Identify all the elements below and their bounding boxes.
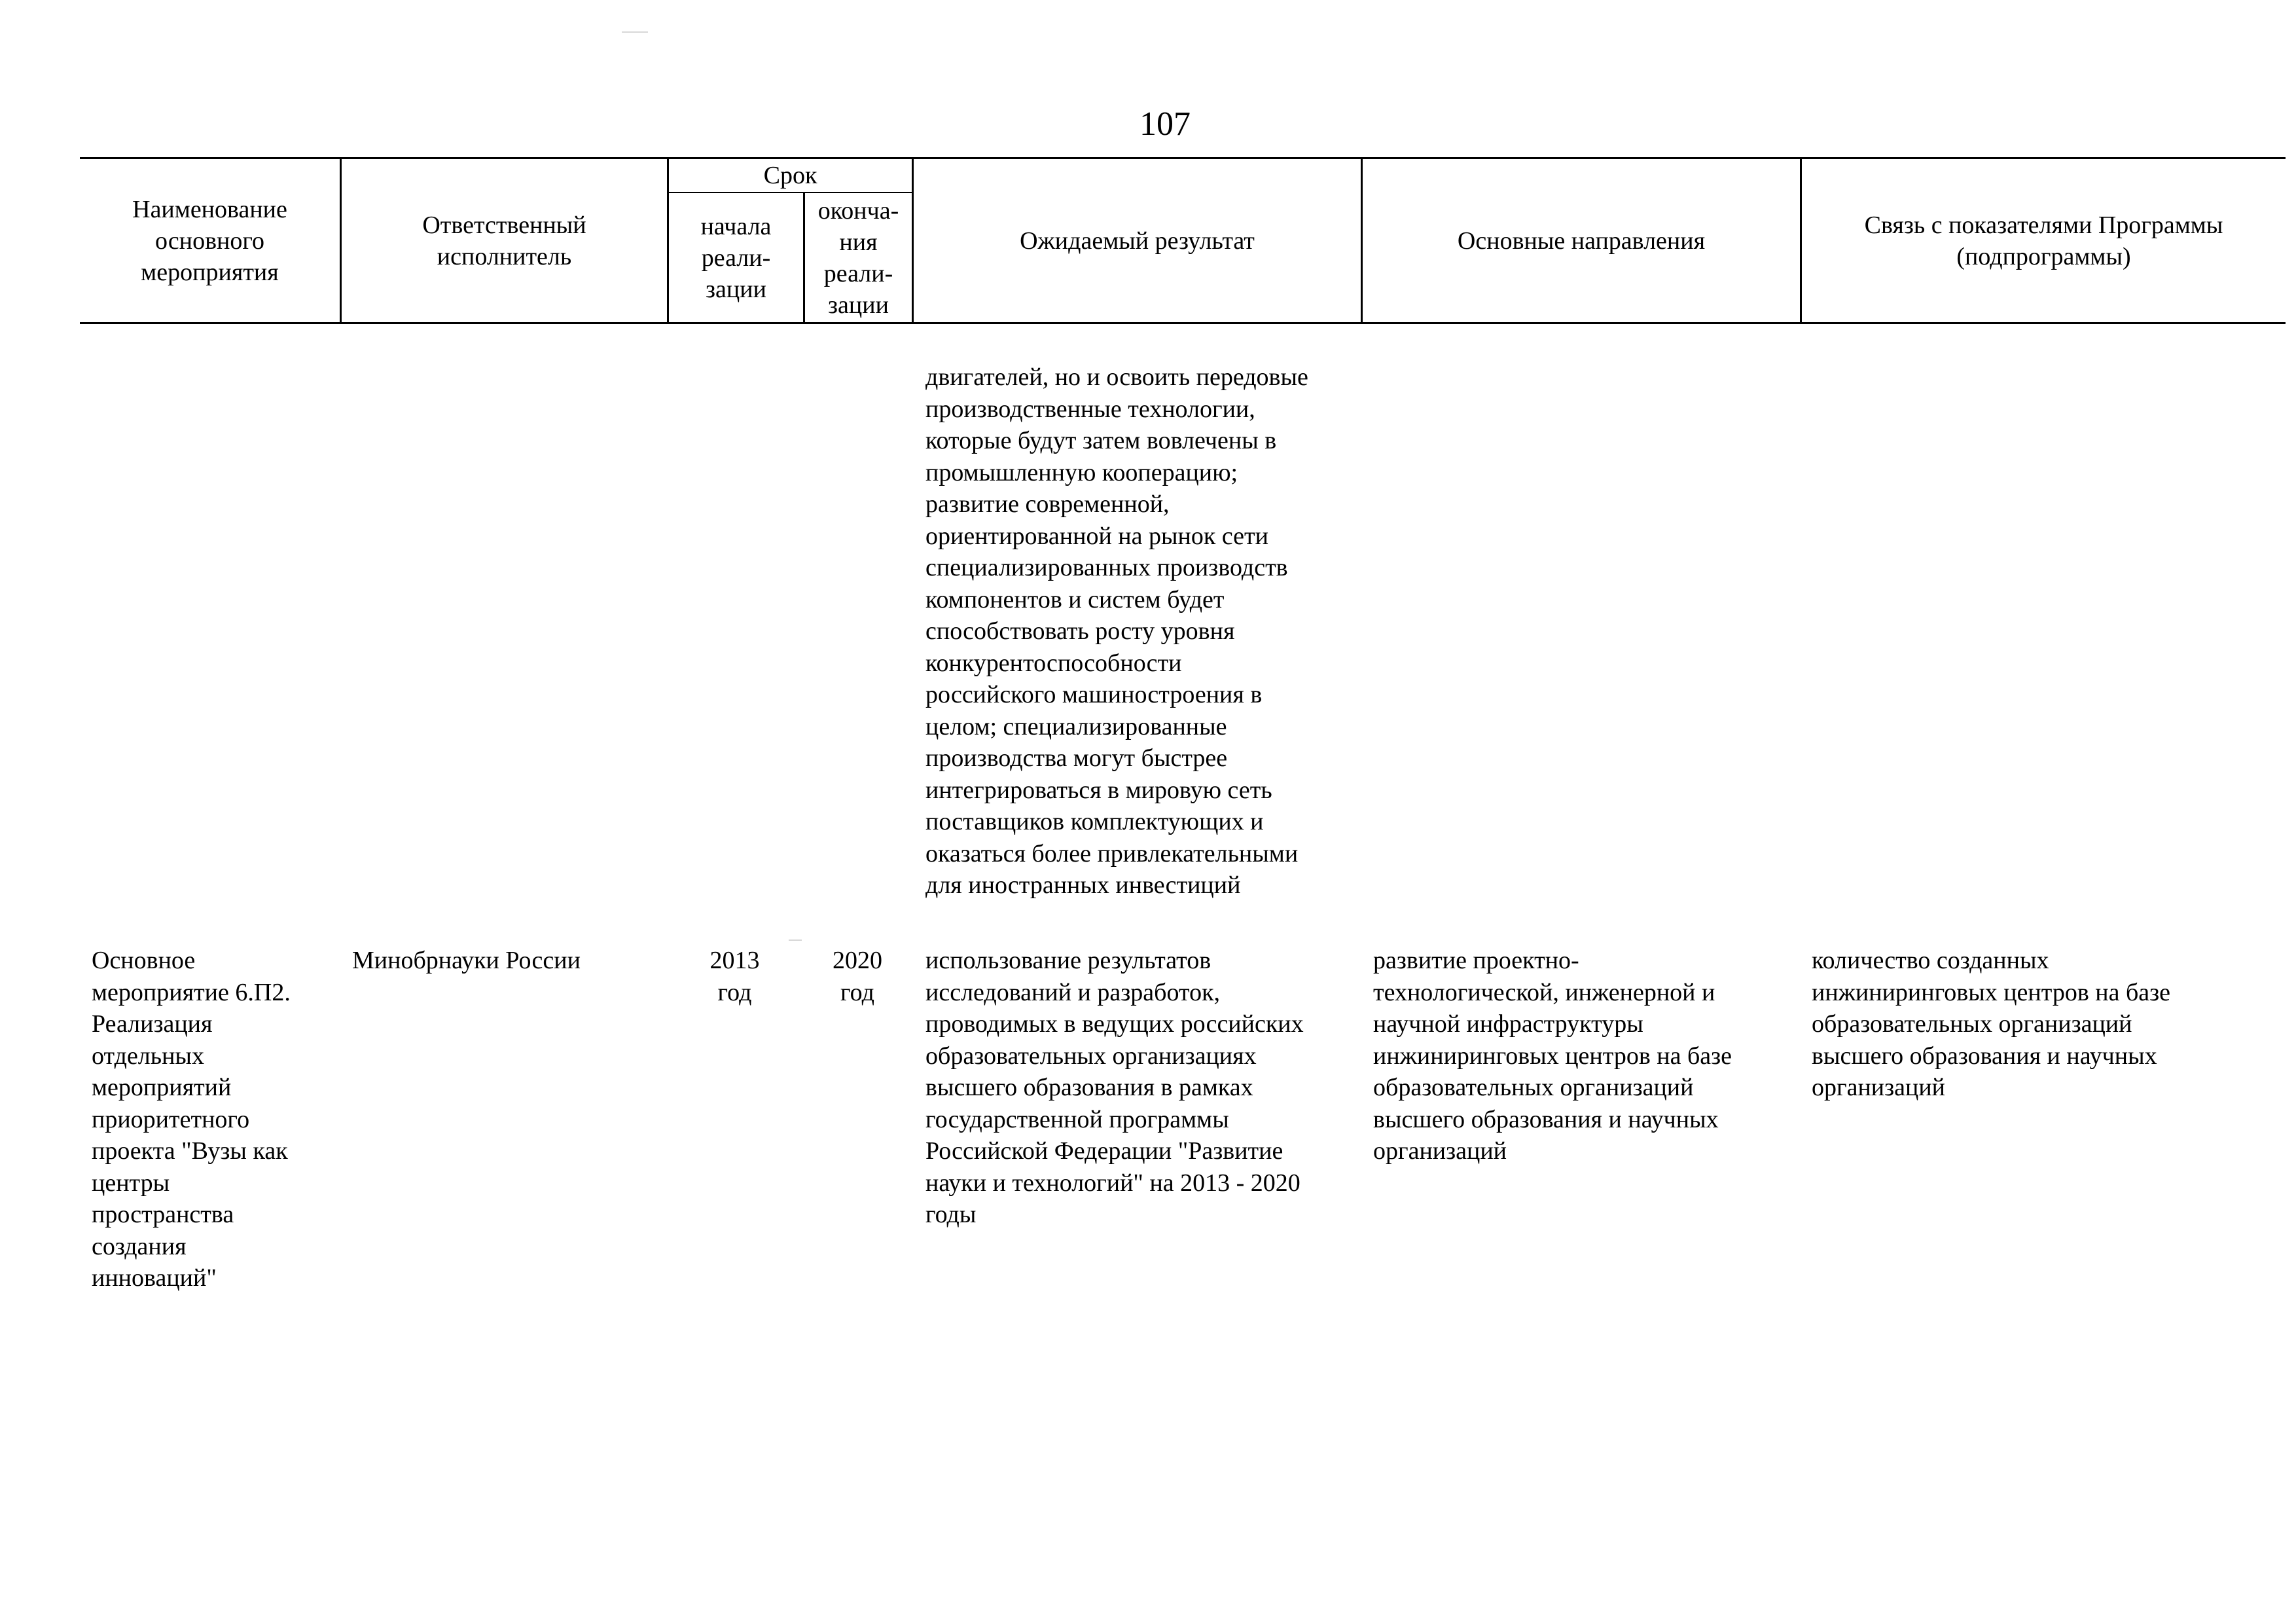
header-term: Срок bbox=[763, 162, 817, 189]
scan-artifact bbox=[622, 31, 648, 33]
header-end: оконча- ния реали- зации bbox=[817, 197, 899, 319]
header-name: Наименование основного мероприятия bbox=[132, 195, 287, 286]
row-activity-executor: Минобрнауки России bbox=[352, 947, 581, 974]
header-start: начала реали- зации bbox=[700, 213, 772, 303]
row-activity-indicators: количество созданных инжиниринговых центров на базе образовательных организаций высшего образования и научных организаций bbox=[1812, 947, 2171, 1101]
header-indicators: Связь с показателями Программы (подпрограммы) bbox=[1864, 211, 2223, 270]
header-directions: Основные направления bbox=[1457, 227, 1706, 255]
header-executor: Ответственный исполнитель bbox=[422, 211, 586, 270]
header-result: Ожидаемый результат bbox=[1020, 227, 1255, 255]
header-bottom-border bbox=[80, 322, 2286, 324]
scan-artifact bbox=[789, 939, 802, 941]
row-activity-name: Основное мероприятие 6.П2. Реализация отдельных мероприятий приоритетного проекта "Вузы как центры пространства создания инноваций" bbox=[92, 947, 291, 1292]
term-subheader-border bbox=[668, 192, 913, 193]
row-activity-end: 2020 год bbox=[833, 947, 882, 1006]
row-activity-result: использование результатов исследований и разработок, проводимых в ведущих российских образовательных организациях высшего образования в рамках государственной программы Российской Федерации "Развитие науки и технологий" на 2013 - 2020 годы bbox=[925, 947, 1304, 1228]
page-number: 107 bbox=[1139, 105, 1191, 143]
row-continuation-result: двигателей, но и освоить передовые производственные технологии, которые будут затем вовлечены в промышленную кооперацию; развитие современной, ориентированной на рынок сети специализированных производств компонентов и систем будет способствовать росту уровня конкурентоспособности российского машиностроения в целом; специализированные производства могут быстрее интегрироваться в мировую сеть поставщиков комплектующих и оказаться более привлекательными для иностранных инвестиций bbox=[925, 363, 1308, 899]
row-activity-directions: развитие проектно- технологической, инженерной и научной инфраструктуры инжиниринговых центров на базе образовательных организаций высшего образования и научных организаций bbox=[1373, 947, 1732, 1165]
row-activity-start: 2013 год bbox=[709, 947, 760, 1006]
